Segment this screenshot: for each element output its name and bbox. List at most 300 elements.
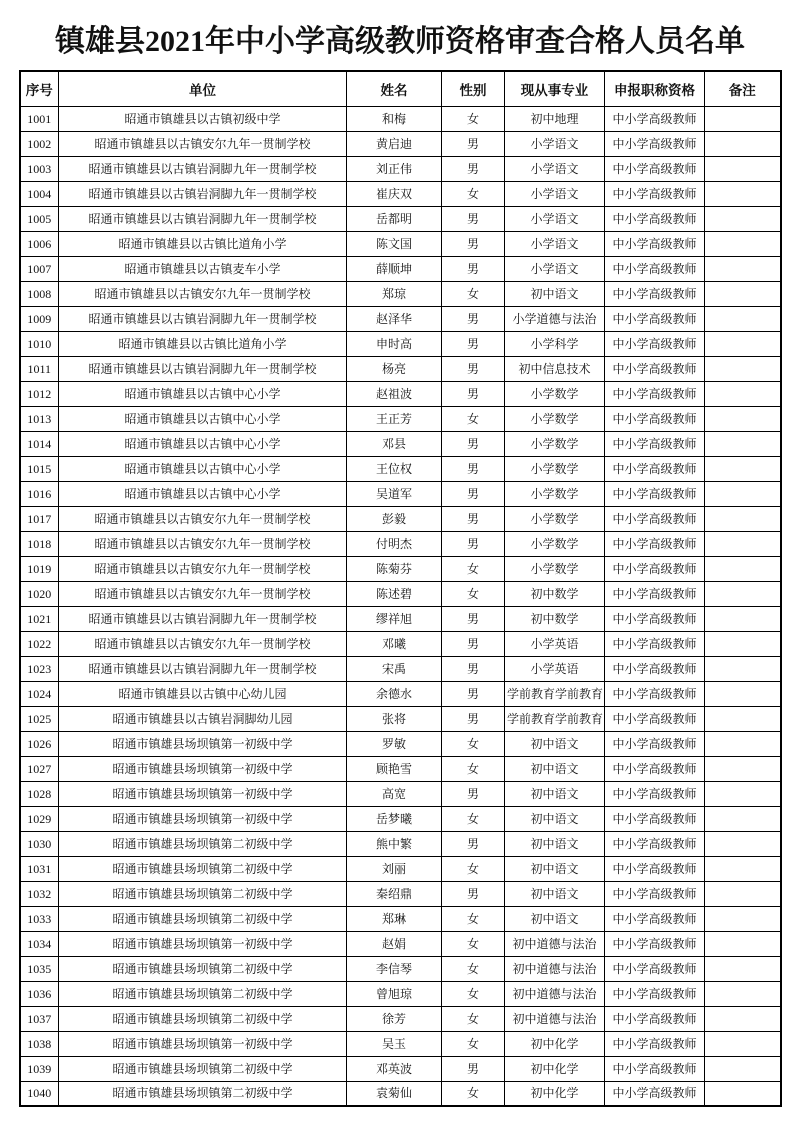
cell-major: 初中道德与法治 [505,1006,605,1031]
cell-serial-number: 1034 [20,931,59,956]
cell-name: 高宽 [347,781,442,806]
cell-serial-number: 1001 [20,106,59,131]
cell-gender: 男 [442,431,505,456]
table-body [20,106,781,1106]
cell-unit: 昭通市镇雄县场坝镇第二初级中学 [59,981,347,1006]
cell-major: 小学数学 [505,456,605,481]
cell-name: 赵娟 [347,931,442,956]
cell-unit: 昭通市镇雄县以古镇比道角小学 [59,231,347,256]
cell-serial-number: 1022 [20,631,59,656]
cell-unit: 昭通市镇雄县以古镇岩洞脚九年一贯制学校 [59,356,347,381]
cell-declared-title: 中小学高级教师 [605,531,705,556]
cell-declared-title: 中小学高级教师 [605,306,705,331]
cell-declared-title: 中小学高级教师 [605,806,705,831]
column-header-gender: 性别 [442,71,505,106]
cell-major: 小学数学 [505,531,605,556]
table-row [20,206,781,231]
cell-declared-title: 中小学高级教师 [605,956,705,981]
cell-unit: 昭通市镇雄县场坝镇第二初级中学 [59,856,347,881]
cell-remark [705,431,781,456]
cell-declared-title: 中小学高级教师 [605,156,705,181]
cell-gender: 男 [442,381,505,406]
table-row [20,306,781,331]
cell-gender: 男 [442,306,505,331]
cell-declared-title: 中小学高级教师 [605,581,705,606]
cell-name: 熊中繁 [347,831,442,856]
cell-gender: 女 [442,406,505,431]
table-row [20,231,781,256]
cell-serial-number: 1004 [20,181,59,206]
cell-serial-number: 1006 [20,231,59,256]
cell-name: 陈菊芬 [347,556,442,581]
cell-remark [705,381,781,406]
cell-gender: 女 [442,931,505,956]
cell-unit: 昭通市镇雄县场坝镇第一初级中学 [59,1031,347,1056]
cell-serial-number: 1025 [20,706,59,731]
cell-serial-number: 1024 [20,681,59,706]
cell-name: 郑琳 [347,906,442,931]
cell-remark [705,506,781,531]
cell-declared-title: 中小学高级教师 [605,431,705,456]
cell-major: 小学语文 [505,231,605,256]
table-row [20,256,781,281]
cell-declared-title: 中小学高级教师 [605,656,705,681]
table-row [20,1031,781,1056]
cell-serial-number: 1028 [20,781,59,806]
cell-unit: 昭通市镇雄县以古镇安尔九年一贯制学校 [59,631,347,656]
cell-major: 初中数学 [505,581,605,606]
cell-remark [705,956,781,981]
cell-unit: 昭通市镇雄县场坝镇第二初级中学 [59,831,347,856]
cell-name: 岳都明 [347,206,442,231]
cell-major: 初中语文 [505,731,605,756]
table-row [20,106,781,131]
cell-declared-title: 中小学高级教师 [605,881,705,906]
cell-gender: 男 [442,231,505,256]
cell-major: 初中道德与法治 [505,956,605,981]
cell-serial-number: 1027 [20,756,59,781]
cell-remark [705,106,781,131]
cell-name: 缪祥旭 [347,606,442,631]
cell-gender: 男 [442,606,505,631]
cell-unit: 昭通市镇雄县以古镇麦车小学 [59,256,347,281]
cell-remark [705,406,781,431]
cell-major: 初中信息技术 [505,356,605,381]
cell-gender: 男 [442,331,505,356]
cell-name: 申时高 [347,331,442,356]
cell-name: 吴道军 [347,481,442,506]
cell-remark [705,781,781,806]
cell-unit: 昭通市镇雄县以古镇岩洞脚九年一贯制学校 [59,306,347,331]
cell-declared-title: 中小学高级教师 [605,406,705,431]
cell-name: 郑琼 [347,281,442,306]
cell-gender: 女 [442,756,505,781]
cell-gender: 男 [442,356,505,381]
cell-major: 小学数学 [505,506,605,531]
cell-gender: 女 [442,106,505,131]
cell-serial-number: 1037 [20,1006,59,1031]
cell-remark [705,831,781,856]
table-header [20,71,781,106]
cell-major: 初中语文 [505,281,605,306]
cell-major: 小学语文 [505,156,605,181]
table-row [20,581,781,606]
cell-declared-title: 中小学高级教师 [605,1006,705,1031]
cell-serial-number: 1014 [20,431,59,456]
cell-unit: 昭通市镇雄县场坝镇第二初级中学 [59,881,347,906]
cell-unit: 昭通市镇雄县场坝镇第二初级中学 [59,1006,347,1031]
cell-major: 初中语文 [505,806,605,831]
table-row [20,181,781,206]
cell-remark [705,981,781,1006]
cell-gender: 男 [442,681,505,706]
cell-gender: 男 [442,631,505,656]
cell-declared-title: 中小学高级教师 [605,456,705,481]
cell-major: 小学语文 [505,131,605,156]
cell-unit: 昭通市镇雄县场坝镇第一初级中学 [59,931,347,956]
cell-major: 初中数学 [505,606,605,631]
cell-gender: 男 [442,881,505,906]
cell-gender: 男 [442,831,505,856]
table-row [20,506,781,531]
cell-gender: 女 [442,581,505,606]
cell-name: 陈文国 [347,231,442,256]
table-row [20,1006,781,1031]
table-row [20,431,781,456]
table-row [20,281,781,306]
cell-declared-title: 中小学高级教师 [605,506,705,531]
table-row [20,931,781,956]
cell-declared-title: 中小学高级教师 [605,356,705,381]
cell-declared-title: 中小学高级教师 [605,281,705,306]
cell-serial-number: 1020 [20,581,59,606]
cell-major: 小学数学 [505,481,605,506]
cell-serial-number: 1019 [20,556,59,581]
cell-remark [705,1056,781,1081]
cell-declared-title: 中小学高级教师 [605,931,705,956]
cell-serial-number: 1013 [20,406,59,431]
cell-remark [705,1031,781,1056]
table-row [20,481,781,506]
cell-name: 余德水 [347,681,442,706]
column-header-no: 序号 [20,71,59,106]
cell-name: 赵泽华 [347,306,442,331]
roster-table [19,70,782,1107]
cell-gender: 男 [442,706,505,731]
cell-unit: 昭通市镇雄县以古镇中心小学 [59,481,347,506]
cell-gender: 女 [442,181,505,206]
cell-gender: 女 [442,556,505,581]
cell-name: 岳梦曦 [347,806,442,831]
table-row [20,1056,781,1081]
cell-serial-number: 1026 [20,731,59,756]
cell-remark [705,706,781,731]
cell-serial-number: 1010 [20,331,59,356]
cell-serial-number: 1032 [20,881,59,906]
cell-serial-number: 1017 [20,506,59,531]
cell-unit: 昭通市镇雄县以古镇岩洞脚九年一贯制学校 [59,656,347,681]
table-row [20,806,781,831]
cell-serial-number: 1029 [20,806,59,831]
table-row [20,656,781,681]
table-row [20,131,781,156]
cell-name: 邓曦 [347,631,442,656]
cell-remark [705,231,781,256]
cell-unit: 昭通市镇雄县以古镇中心小学 [59,431,347,456]
cell-unit: 昭通市镇雄县以古镇岩洞脚九年一贯制学校 [59,206,347,231]
cell-declared-title: 中小学高级教师 [605,1056,705,1081]
cell-declared-title: 中小学高级教师 [605,706,705,731]
cell-remark [705,181,781,206]
cell-name: 崔庆双 [347,181,442,206]
cell-name: 和梅 [347,106,442,131]
header-row [20,71,781,106]
table-row [20,706,781,731]
cell-remark [705,731,781,756]
cell-remark [705,306,781,331]
cell-unit: 昭通市镇雄县以古镇中心小学 [59,456,347,481]
cell-major: 小学数学 [505,381,605,406]
table-row [20,781,781,806]
cell-remark [705,1006,781,1031]
cell-serial-number: 1005 [20,206,59,231]
cell-name: 邓县 [347,431,442,456]
table-row [20,381,781,406]
cell-declared-title: 中小学高级教师 [605,631,705,656]
cell-major: 学前教育学前教育 [505,681,605,706]
cell-major: 小学英语 [505,631,605,656]
cell-serial-number: 1040 [20,1081,59,1106]
cell-major: 初中语文 [505,881,605,906]
cell-gender: 男 [442,131,505,156]
cell-remark [705,206,781,231]
cell-unit: 昭通市镇雄县以古镇安尔九年一贯制学校 [59,531,347,556]
cell-unit: 昭通市镇雄县场坝镇第一初级中学 [59,756,347,781]
cell-serial-number: 1021 [20,606,59,631]
cell-unit: 昭通市镇雄县以古镇比道角小学 [59,331,347,356]
cell-serial-number: 1030 [20,831,59,856]
cell-declared-title: 中小学高级教师 [605,856,705,881]
cell-unit: 昭通市镇雄县以古镇中心小学 [59,406,347,431]
cell-gender: 女 [442,956,505,981]
cell-remark [705,581,781,606]
cell-declared-title: 中小学高级教师 [605,231,705,256]
cell-gender: 男 [442,506,505,531]
cell-serial-number: 1007 [20,256,59,281]
cell-name: 刘丽 [347,856,442,881]
cell-serial-number: 1015 [20,456,59,481]
cell-name: 曾旭琼 [347,981,442,1006]
cell-name: 赵祖波 [347,381,442,406]
cell-remark [705,931,781,956]
column-header-remark: 备注 [705,71,781,106]
table-row [20,631,781,656]
cell-remark [705,806,781,831]
cell-gender: 男 [442,531,505,556]
column-header-major: 现从事专业 [505,71,605,106]
cell-serial-number: 1039 [20,1056,59,1081]
cell-serial-number: 1031 [20,856,59,881]
cell-major: 初中化学 [505,1081,605,1106]
cell-gender: 男 [442,456,505,481]
cell-remark [705,156,781,181]
cell-declared-title: 中小学高级教师 [605,481,705,506]
cell-unit: 昭通市镇雄县场坝镇第一初级中学 [59,806,347,831]
cell-major: 小学英语 [505,656,605,681]
cell-name: 李信琴 [347,956,442,981]
table-row [20,756,781,781]
cell-major: 初中语文 [505,781,605,806]
cell-major: 初中语文 [505,756,605,781]
table-row [20,1081,781,1106]
cell-declared-title: 中小学高级教师 [605,106,705,131]
cell-major: 小学语文 [505,256,605,281]
cell-unit: 昭通市镇雄县场坝镇第二初级中学 [59,906,347,931]
cell-serial-number: 1002 [20,131,59,156]
cell-remark [705,631,781,656]
cell-name: 张将 [347,706,442,731]
table-row [20,456,781,481]
cell-name: 刘正伟 [347,156,442,181]
cell-unit: 昭通市镇雄县场坝镇第二初级中学 [59,1056,347,1081]
table-row [20,356,781,381]
cell-name: 王正芳 [347,406,442,431]
column-header-title: 申报职称资格 [605,71,705,106]
cell-name: 罗敏 [347,731,442,756]
page-title: 镇雄县2021年中小学高级教师资格审查合格人员名单 [55,25,745,58]
table-row [20,831,781,856]
cell-gender: 女 [442,281,505,306]
cell-gender: 女 [442,1081,505,1106]
cell-serial-number: 1035 [20,956,59,981]
table-row [20,731,781,756]
cell-unit: 昭通市镇雄县以古镇初级中学 [59,106,347,131]
cell-declared-title: 中小学高级教师 [605,1031,705,1056]
cell-gender: 女 [442,906,505,931]
cell-major: 初中语文 [505,906,605,931]
cell-declared-title: 中小学高级教师 [605,131,705,156]
cell-major: 小学语文 [505,206,605,231]
cell-remark [705,281,781,306]
cell-remark [705,331,781,356]
cell-major: 小学语文 [505,181,605,206]
cell-declared-title: 中小学高级教师 [605,381,705,406]
table-row [20,906,781,931]
cell-serial-number: 1012 [20,381,59,406]
cell-remark [705,456,781,481]
cell-declared-title: 中小学高级教师 [605,1081,705,1106]
cell-name: 王位权 [347,456,442,481]
cell-name: 薛顺坤 [347,256,442,281]
cell-serial-number: 1018 [20,531,59,556]
cell-unit: 昭通市镇雄县以古镇安尔九年一贯制学校 [59,131,347,156]
cell-major: 初中化学 [505,1056,605,1081]
cell-unit: 昭通市镇雄县以古镇安尔九年一贯制学校 [59,581,347,606]
cell-name: 吴玉 [347,1031,442,1056]
cell-declared-title: 中小学高级教师 [605,256,705,281]
column-header-unit: 单位 [59,71,347,106]
cell-remark [705,531,781,556]
table-row [20,531,781,556]
cell-gender: 男 [442,206,505,231]
cell-name: 彭毅 [347,506,442,531]
cell-name: 黄启迪 [347,131,442,156]
cell-name: 秦绍鼎 [347,881,442,906]
cell-unit: 昭通市镇雄县以古镇安尔九年一贯制学校 [59,281,347,306]
cell-unit: 昭通市镇雄县场坝镇第一初级中学 [59,781,347,806]
column-header-name: 姓名 [347,71,442,106]
cell-declared-title: 中小学高级教师 [605,681,705,706]
table-row [20,981,781,1006]
table-row [20,856,781,881]
cell-unit: 昭通市镇雄县以古镇中心幼儿园 [59,681,347,706]
cell-name: 徐芳 [347,1006,442,1031]
cell-remark [705,481,781,506]
cell-gender: 男 [442,781,505,806]
cell-gender: 女 [442,1006,505,1031]
cell-serial-number: 1009 [20,306,59,331]
cell-major: 小学数学 [505,406,605,431]
cell-gender: 女 [442,1031,505,1056]
cell-gender: 男 [442,256,505,281]
cell-major: 初中化学 [505,1031,605,1056]
cell-remark [705,256,781,281]
cell-unit: 昭通市镇雄县场坝镇第一初级中学 [59,731,347,756]
cell-declared-title: 中小学高级教师 [605,206,705,231]
cell-remark [705,756,781,781]
cell-major: 初中地理 [505,106,605,131]
cell-major: 小学数学 [505,431,605,456]
cell-name: 顾艳雪 [347,756,442,781]
table-row [20,406,781,431]
cell-serial-number: 1033 [20,906,59,931]
table-row [20,956,781,981]
table-row [20,156,781,181]
cell-declared-title: 中小学高级教师 [605,731,705,756]
cell-declared-title: 中小学高级教师 [605,781,705,806]
cell-remark [705,656,781,681]
cell-serial-number: 1038 [20,1031,59,1056]
cell-name: 杨亮 [347,356,442,381]
cell-remark [705,681,781,706]
cell-serial-number: 1016 [20,481,59,506]
cell-declared-title: 中小学高级教师 [605,756,705,781]
cell-declared-title: 中小学高级教师 [605,331,705,356]
cell-name: 宋禹 [347,656,442,681]
cell-gender: 男 [442,156,505,181]
table-row [20,556,781,581]
cell-serial-number: 1011 [20,356,59,381]
cell-unit: 昭通市镇雄县场坝镇第二初级中学 [59,1081,347,1106]
cell-remark [705,131,781,156]
cell-remark [705,856,781,881]
cell-unit: 昭通市镇雄县以古镇中心小学 [59,381,347,406]
cell-remark [705,1081,781,1106]
cell-gender: 女 [442,856,505,881]
cell-remark [705,556,781,581]
cell-unit: 昭通市镇雄县以古镇安尔九年一贯制学校 [59,556,347,581]
cell-major: 小学数学 [505,556,605,581]
cell-unit: 昭通市镇雄县场坝镇第二初级中学 [59,956,347,981]
cell-declared-title: 中小学高级教师 [605,981,705,1006]
cell-serial-number: 1003 [20,156,59,181]
cell-serial-number: 1008 [20,281,59,306]
cell-major: 小学科学 [505,331,605,356]
cell-unit: 昭通市镇雄县以古镇岩洞脚幼儿园 [59,706,347,731]
cell-major: 初中道德与法治 [505,981,605,1006]
cell-gender: 男 [442,656,505,681]
cell-remark [705,881,781,906]
